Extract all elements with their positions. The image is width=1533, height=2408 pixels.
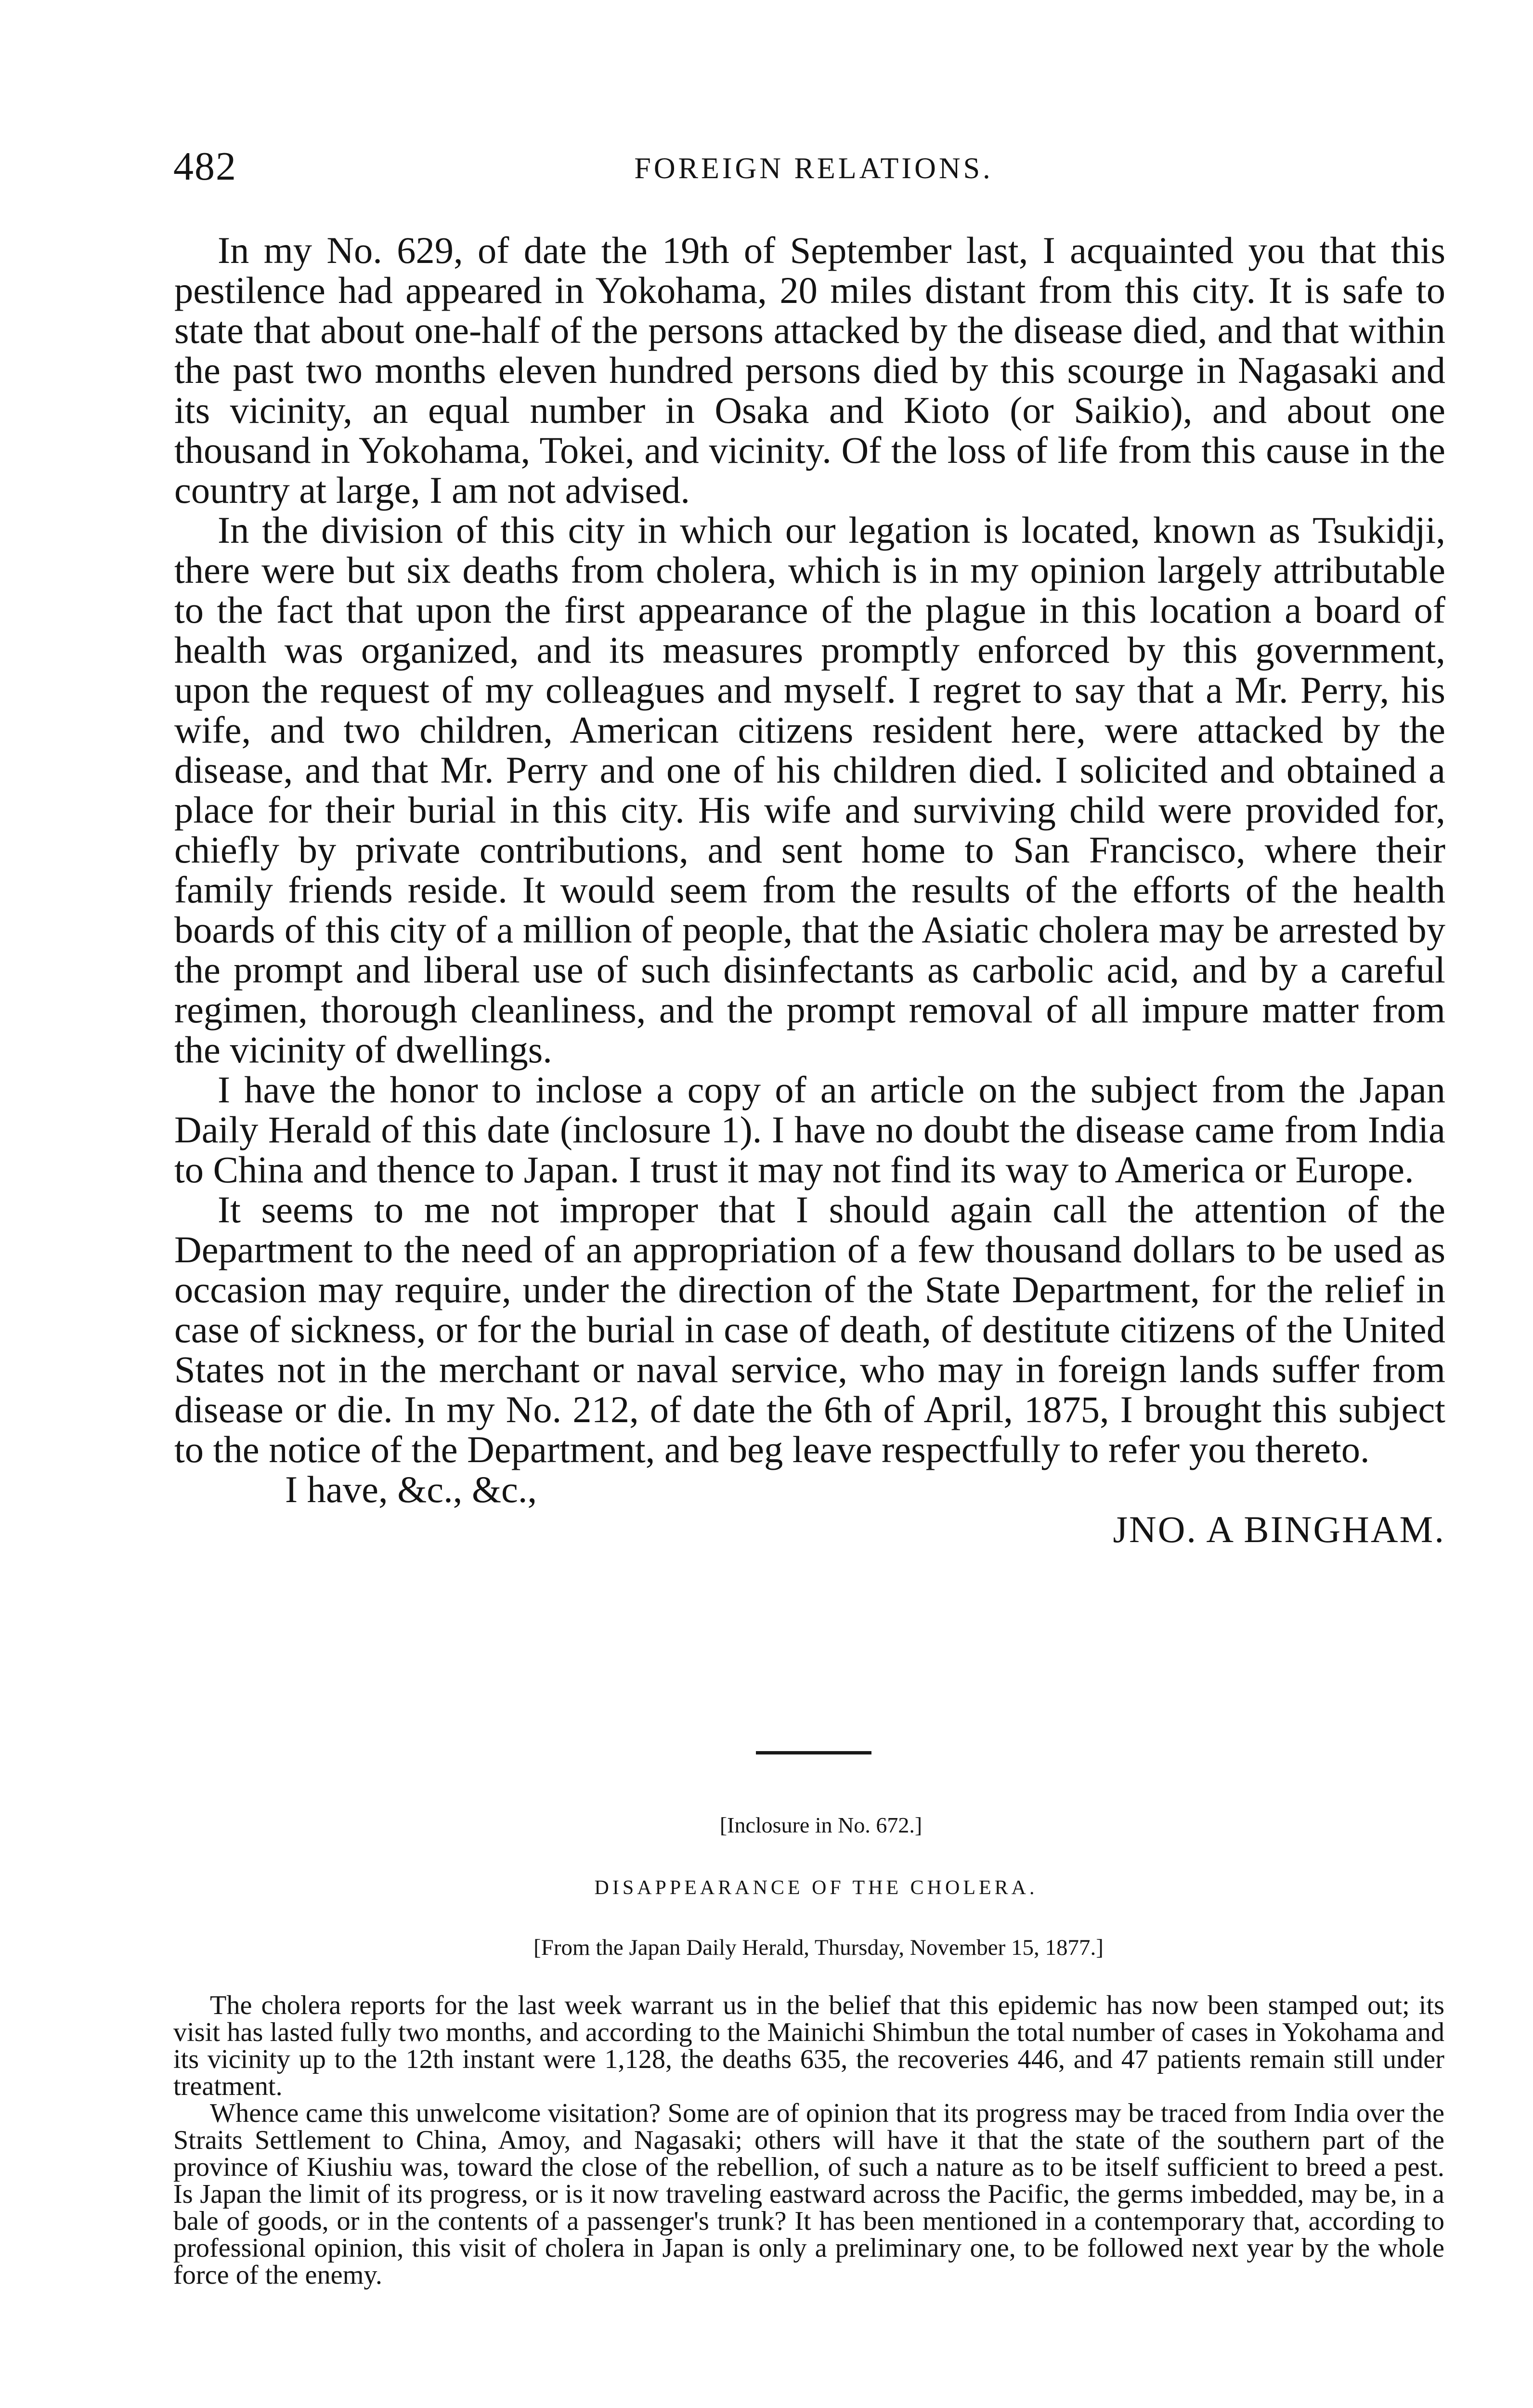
enclosure-section — [173, 1811, 1444, 2289]
running-head: FOREIGN RELATIONS. — [634, 152, 993, 185]
article-body — [173, 1992, 1444, 2289]
letter-paragraph: In my No. 629, of date the 19th of September last, I acquainted you that this pestilence had appeared in Yokohama, 20 miles distant from this city. It is safe to state that about one-half of the persons attacked by the disease died, and that within the past two months eleven hundred persons died by this scourge in Nagasaki and its vicinity, an equal number in Osaka and Kioto (or Saikio), and about one thousand in Yokohama, Tokei, and vicinity. Of the loss of life from this cause in the country at large, I am not advised. — [174, 229, 1445, 511]
page-header — [173, 143, 1444, 200]
letter-paragraph: In the division of this city in which our legation is located, known as Tsukidji, there were but six deaths from cholera, which is in my opinion largely attributable to the fact that upon the first appearance of the plague in this location a board of health was organized, and its measures promptly enforced by this government, upon the request of my colleagues and myself. I regret to say that a Mr. Perry, his wife, and two children, American citizens resident here, were attacked by the disease, and that Mr. Perry and one of his children died. I solicited and obtained a place for their burial in this city. His wife and surviving child were provided for, chiefly by private contributions, and sent home to San Francisco, where their family friends reside. It would seem from the results of the efforts of the health boards of this city of a million of people, that the Asiatic cholera may be arrested by the prompt and liberal use of such disinfectants as carbolic acid, and by a careful regimen, thorough cleanliness, and the prompt removal of all impure matter from the vicinity of dwellings. — [174, 509, 1445, 1071]
letter-paragraph: It seems to me not improper that I should again call the attention of the Department to the need of an appropriation of a few thousand dollars to be used as occasion may require, under the direction of the State Department, for the relief in case of sickness, or for the burial in case of death, of destitute citizens of the United States not in the merchant or naval service, who may in foreign lands suffer from disease or die. In my No. 212, of date the 6th of April, 1875, I brought this subject to the notice of the Department, and beg leave respectfully to refer you thereto. — [174, 1189, 1445, 1470]
letter-signature: JNO. A BINGHAM. — [1113, 1508, 1445, 1550]
article-paragraph: Whence came this unwelcome visitation? Some are of opinion that its progress may be traced from India over the Straits Settlement to China, Amoy, and Nagasaki; others will have it that the state of the southern part of the province of Kiushiu was, toward the close of the rebellion, of such a nature as to be itself sufficient to breed a pest. Is Japan the limit of its progress, or is it now traveling eastward across the Pacific, the germs imbedded, may be, in a bale of goods, or in the contents of a passenger's trunk? It has been mentioned in a contemporary that, according to professional opinion, this visit of cholera in Japan is only a preliminary one, to be followed next year by the whole force of the enemy. — [173, 2098, 1444, 2290]
letter-closing: I have, &c., &c., — [285, 1468, 537, 1510]
inclosure-note: [Inclosure in No. 672.] — [719, 1813, 922, 1837]
page-number: 482 — [173, 144, 237, 189]
article-source: [From the Japan Daily Herald, Thursday, November 15, 1877.] — [533, 1935, 1104, 1960]
section-divider — [756, 1751, 871, 1754]
letter-body — [174, 230, 1445, 1549]
article-title: DISAPPEARANCE OF THE CHOLERA. — [594, 1877, 1038, 1899]
letter-paragraph: I have the honor to inclose a copy of an article on the subject from the Japan Daily Herald of this date (inclosure 1). I have no doubt the disease came from India to China and thence to Japan. I trust it may not find its way to America or Europe. — [174, 1069, 1445, 1191]
article-paragraph: The cholera reports for the last week warrant us in the belief that this epidemic has now been stamped out; its visit has lasted fully two months, and according to the Mainichi Shimbun the total number of cases in Yokohama and its vicinity up to the 12th instant were 1,128, the deaths 635, the recoveries 446, and 47 patients remain still under treatment. — [173, 1990, 1444, 2101]
